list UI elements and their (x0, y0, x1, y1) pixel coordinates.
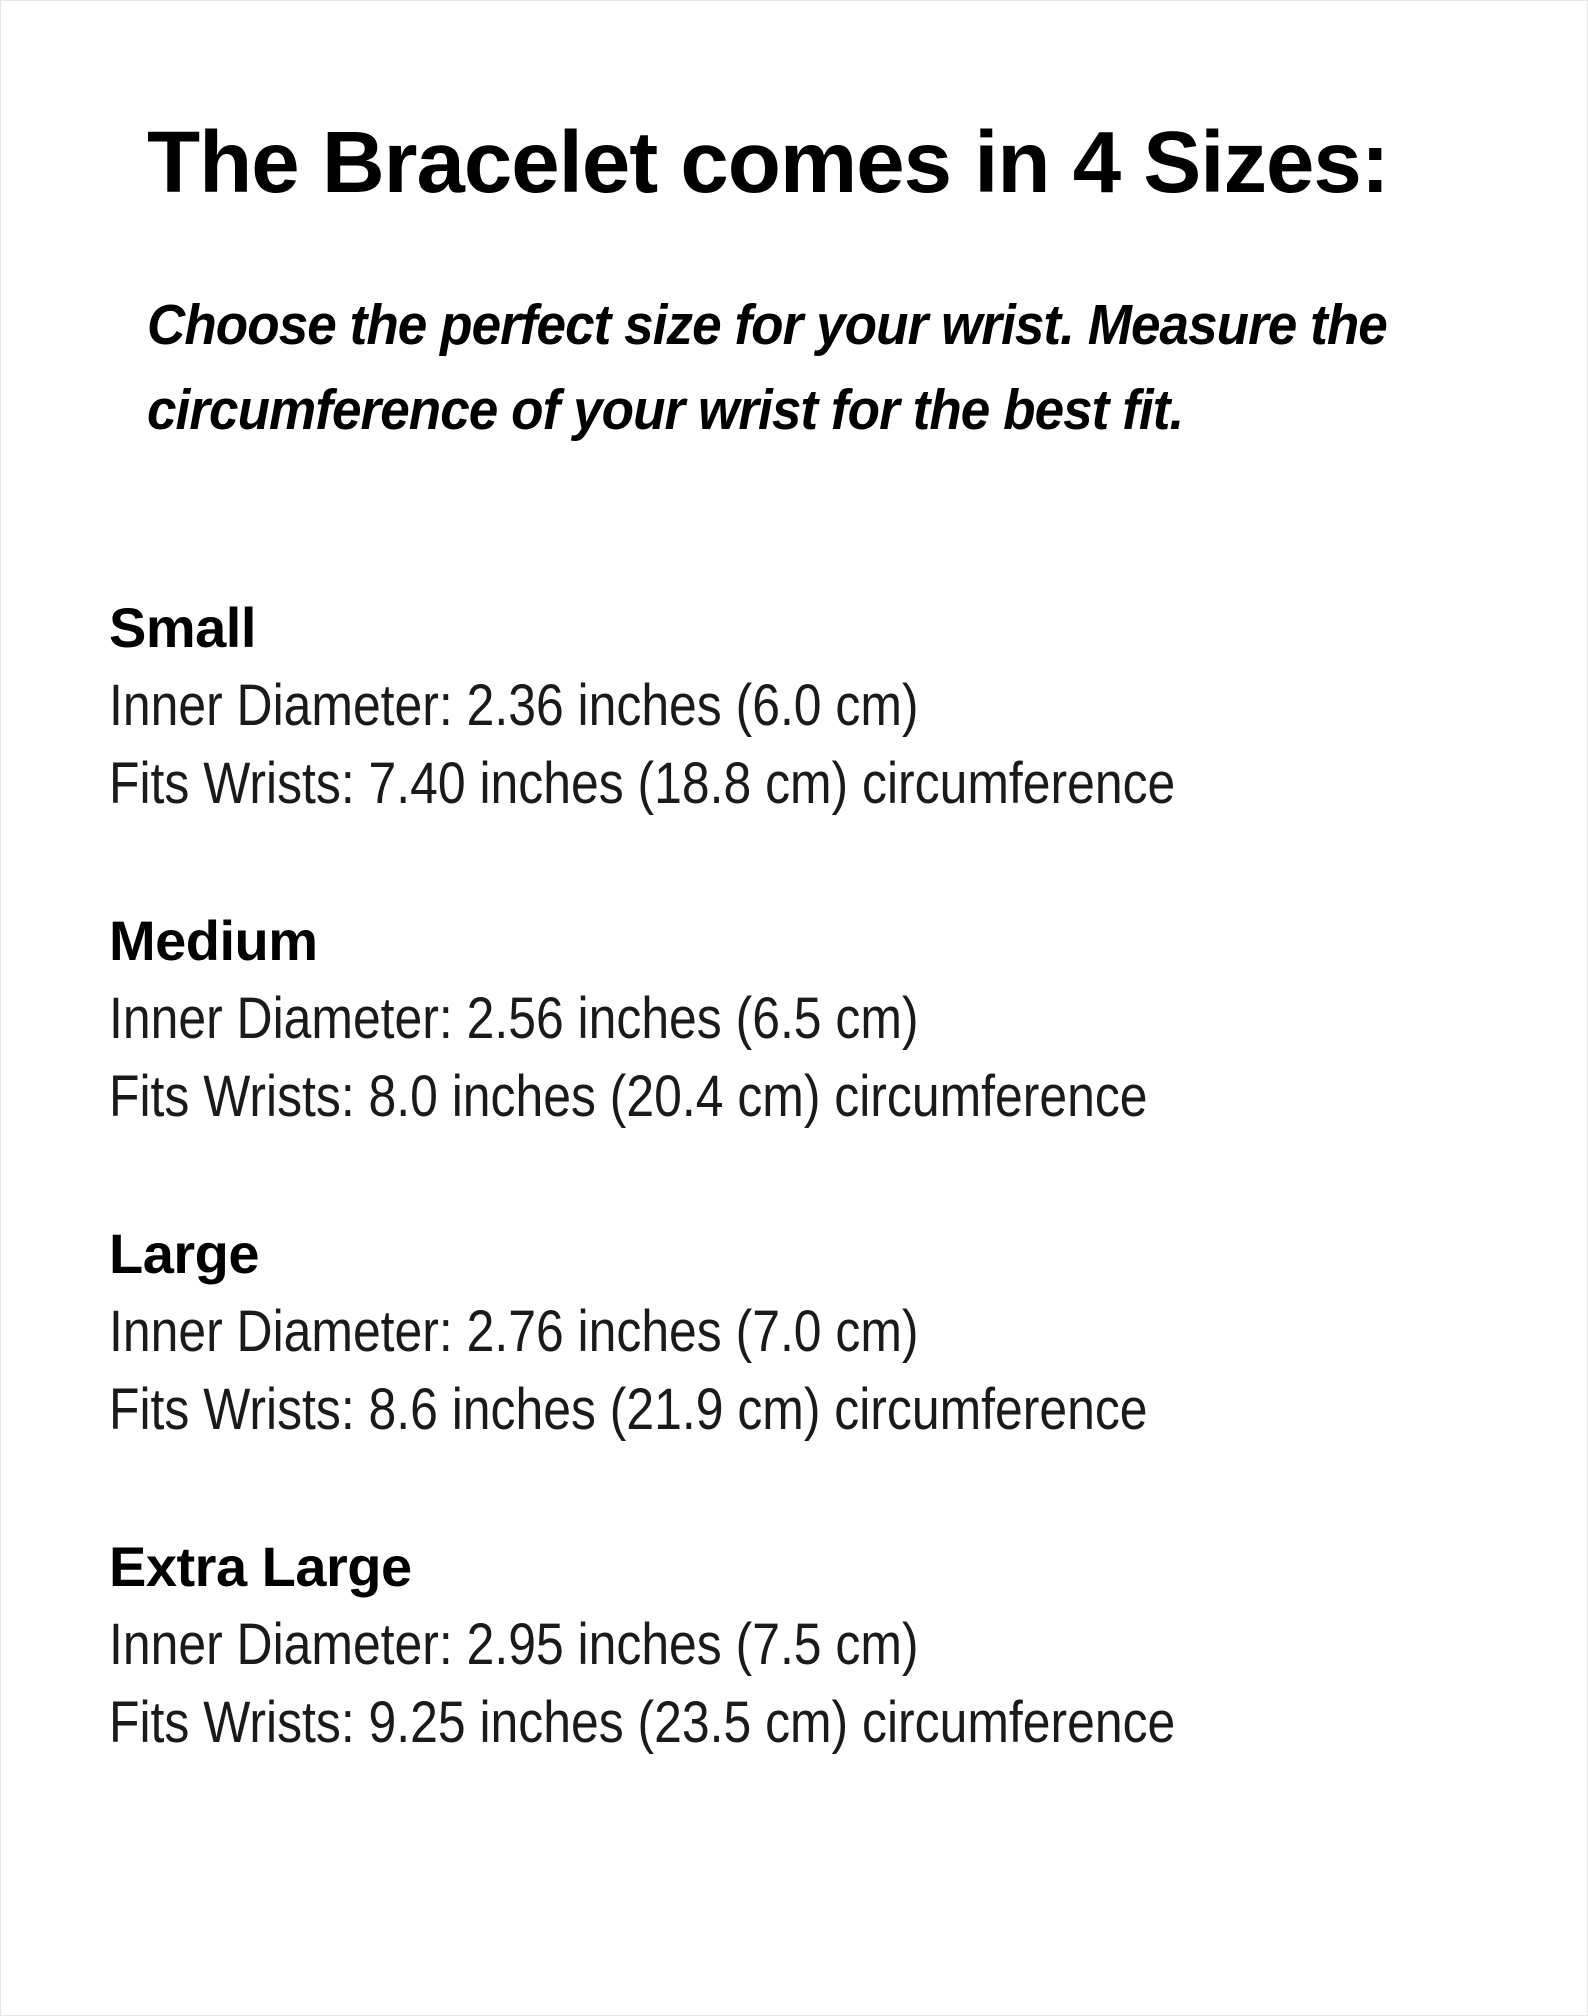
size-item-extra-large (109, 1528, 1509, 1841)
fits-wrists-text: Fits Wrists: 8.0 inches (20.4 cm) circumference (109, 1064, 1148, 1129)
inner-diameter-text: Inner Diameter: 2.95 inches (7.5 cm) (109, 1612, 919, 1677)
page-title: The Bracelet comes in 4 Sizes: (147, 114, 1389, 211)
inner-diameter-text: Inner Diameter: 2.56 inches (6.5 cm) (109, 986, 919, 1051)
size-list (109, 589, 1509, 1841)
size-name: Small (109, 596, 256, 659)
inner-diameter-text: Inner Diameter: 2.36 inches (6.0 cm) (109, 673, 919, 738)
page-subtitle: Choose the perfect size for your wrist. Measure the circumference of your wrist for the best fit. (147, 293, 1387, 442)
fits-wrists-text: Fits Wrists: 7.40 inches (18.8 cm) circumference (109, 751, 1176, 816)
size-item-medium (109, 902, 1509, 1215)
fits-wrists-text: Fits Wrists: 8.6 inches (21.9 cm) circumference (109, 1377, 1148, 1442)
size-item-large (109, 1215, 1509, 1528)
inner-diameter-text: Inner Diameter: 2.76 inches (7.0 cm) (109, 1299, 919, 1364)
size-name: Medium (109, 909, 318, 972)
size-name: Large (109, 1222, 259, 1285)
size-name: Extra Large (109, 1535, 412, 1598)
size-item-small (109, 589, 1509, 902)
fits-wrists-text: Fits Wrists: 9.25 inches (23.5 cm) circumference (109, 1690, 1176, 1755)
